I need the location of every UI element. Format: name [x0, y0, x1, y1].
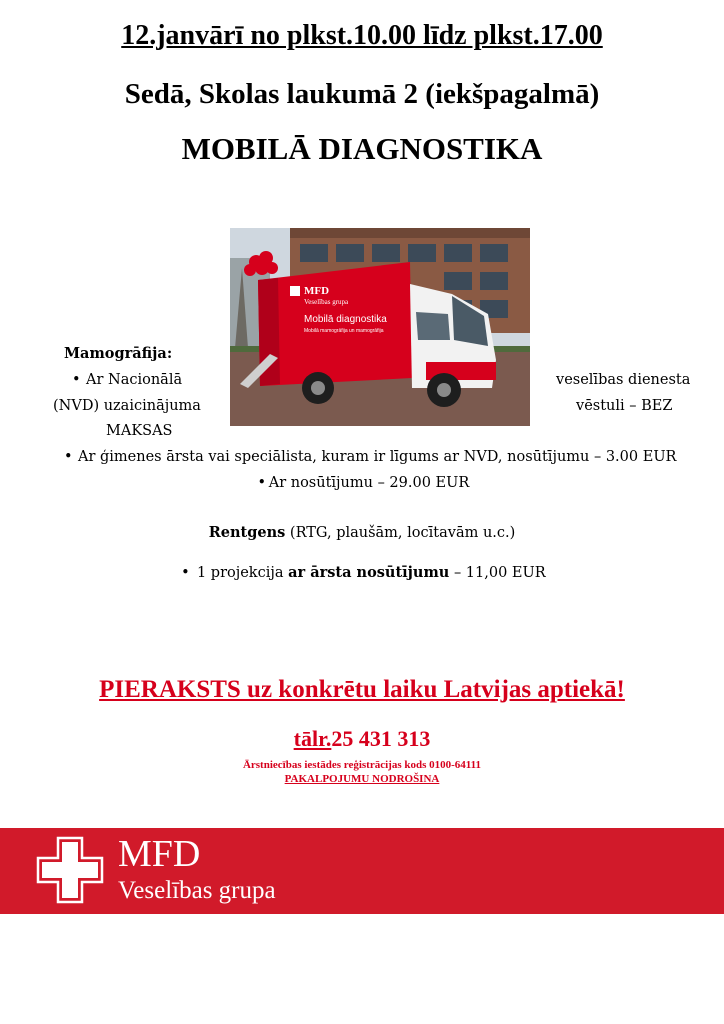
svg-text:Mobilā mamogrāfija un mamogrāf: Mobilā mamogrāfija un mamogrāfija — [304, 328, 384, 334]
bullet-icon: • — [257, 475, 266, 491]
phone-number[interactable]: 25 431 313 — [331, 726, 431, 751]
xray-item: • 1 projekcija ar ārsta nosūtījumu – 11,00 EUR — [0, 563, 724, 583]
bullet-icon: • — [64, 449, 73, 465]
event-location-line: Sedā, Skolas laukumā 2 (iekšpagalmā) — [124, 78, 600, 110]
service-provider-label: PAKALPOJUMU NODROŠINA — [284, 773, 440, 785]
svg-text:MFD: MFD — [304, 285, 330, 297]
page-title: MOBILĀ DIAGNOSTIKA — [181, 131, 543, 166]
bullet-icon: • — [72, 372, 81, 388]
mammography-item-2: • Ar ģimenes ārsta vai speciālista, kuram ir līgums ar NVD, nosūtījumu – 3.00 EUR — [64, 449, 677, 465]
svg-text:Mobilā diagnostika: Mobilā diagnostika — [304, 314, 387, 325]
mammography-item-1-line2-left: (NVD) uzaicinājuma — [53, 398, 201, 414]
svg-text:Veselības grupa: Veselības grupa — [304, 298, 349, 306]
phone-label: tālr. — [293, 726, 332, 751]
bullet-icon: • — [181, 565, 190, 581]
footer-brand: MFD — [118, 833, 201, 875]
phone-line[interactable] — [0, 725, 724, 753]
event-date-line: 12.janvārī no plkst.10.00 līdz plkst.17.00 — [121, 20, 603, 51]
footer-subtitle: Veselības grupa — [118, 877, 276, 904]
mammography-item-1-line3: MAKSAS — [106, 423, 173, 439]
xray-heading: Rentgens (RTG, plaušām, locītavām u.c.) — [208, 524, 516, 541]
mammography-item-1-line2-right: vēstuli – BEZ — [576, 398, 673, 414]
mammography-item-1-left: • Ar Nacionālā — [72, 372, 183, 388]
truck-photo — [230, 228, 530, 426]
mammography-heading: Mamogrāfija: — [64, 345, 173, 362]
registry-code: Ārstniecības iestādes reģistrācijas kods 0100-64111 — [242, 759, 482, 771]
truck-illustration — [230, 228, 530, 426]
mammography-item-1-right: veselības dienesta — [556, 372, 691, 388]
mammography-item-3: • Ar nosūtījumu – 29.00 EUR — [0, 473, 724, 493]
medical-cross-icon — [36, 836, 104, 904]
booking-call-to-action: PIERAKSTS uz konkrētu laiku Latvijas aptiekā! — [99, 676, 625, 703]
footer-banner — [0, 828, 724, 914]
